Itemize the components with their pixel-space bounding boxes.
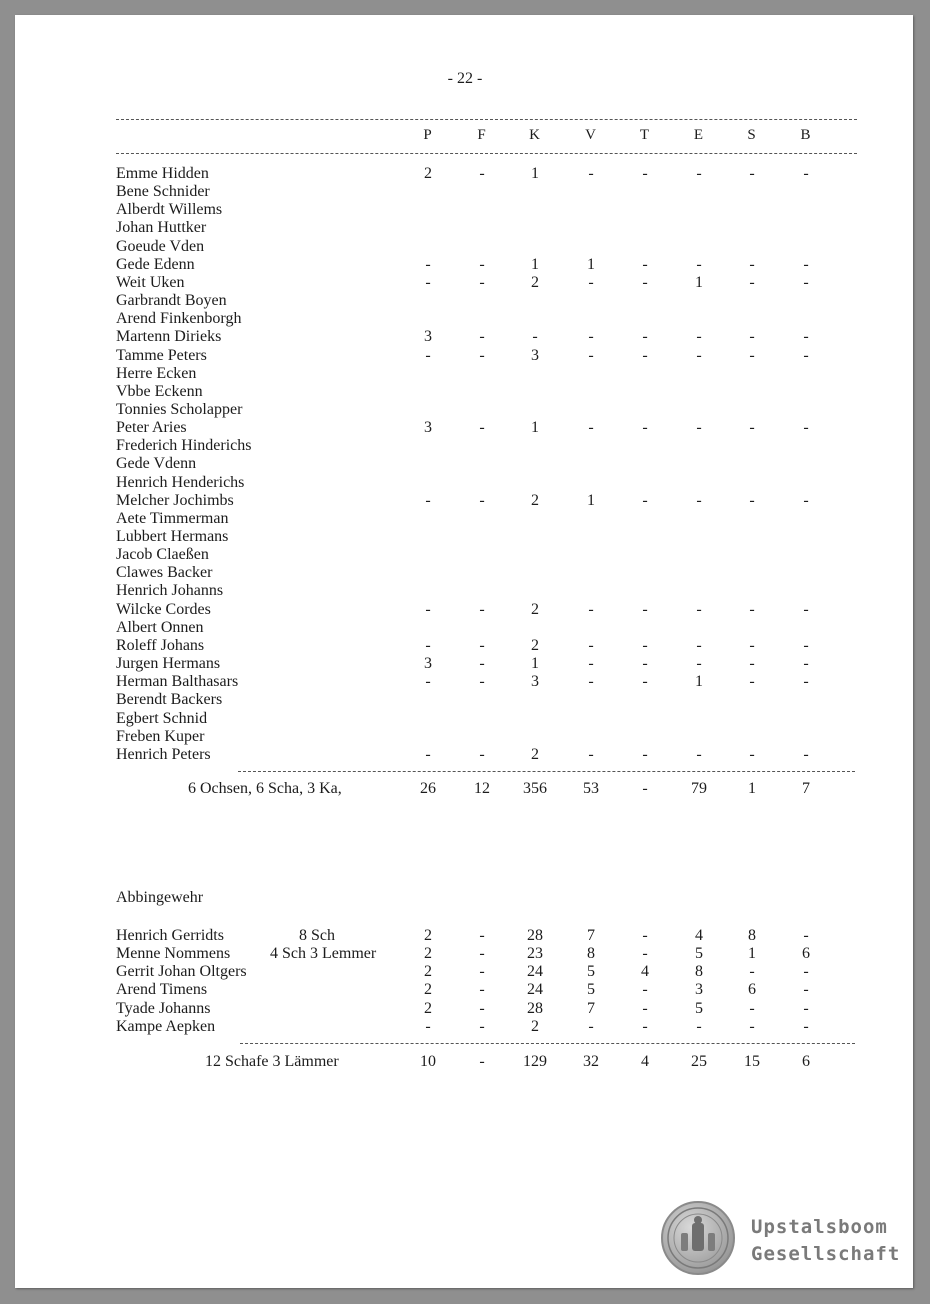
row-value-v: - [588,655,594,672]
total-value-b: 7 [802,780,810,797]
row-value-f: - [479,274,485,291]
row-value-e: - [696,655,702,672]
row-value-v: - [588,637,594,654]
header-rule-bottom [116,153,857,154]
row-value-b: - [803,1000,809,1017]
row-value-v: 5 [587,981,595,998]
row-name: Johan Huttker [116,219,207,236]
row-name: Berendt Backers [116,691,223,708]
row-value-f: - [479,1018,485,1035]
row-name: Henrich Peters [116,746,211,763]
row-value-s: - [749,673,755,690]
row-value-f: - [479,927,485,944]
row-name: Clawes Backer [116,564,213,581]
row-name: Tonnies Scholapper [116,401,243,418]
row-value-f: - [479,746,485,763]
row-value-b: 6 [802,945,810,962]
row-value-p: 2 [424,165,432,182]
row-value-e: - [696,256,702,273]
row-value-p: 3 [424,328,432,345]
row-value-p: - [425,347,431,364]
row-value-t: - [642,492,648,509]
row-value-p: 2 [424,945,432,962]
row-value-b: - [803,328,809,345]
row-name: Herman Balthasars [116,673,239,690]
row-value-k: 3 [531,347,539,364]
row-value-b: - [803,419,809,436]
row-value-e: - [696,165,702,182]
row-value-f: - [479,673,485,690]
row-value-t: 4 [641,963,649,980]
row-name: Melcher Jochimbs [116,492,234,509]
row-value-f: - [479,165,485,182]
row-value-s: - [749,419,755,436]
row-value-s: - [749,963,755,980]
row-value-p: 2 [424,963,432,980]
row-value-k: 2 [531,601,539,618]
row-value-e: - [696,746,702,763]
row-value-s: - [749,256,755,273]
row-value-b: - [803,165,809,182]
row-value-p: 2 [424,1000,432,1017]
row-value-p: 3 [424,655,432,672]
row-value-t: - [642,347,648,364]
row-value-e: 3 [695,981,703,998]
column-header-t: T [639,127,651,143]
row-value-s: - [749,655,755,672]
row-value-s: - [749,347,755,364]
section-1-total-rule [238,771,855,772]
row-value-b: - [803,673,809,690]
row-value-e: - [696,601,702,618]
row-value-k: 2 [531,1018,539,1035]
society-logo [657,1199,905,1281]
row-name: Egbert Schnid [116,710,208,727]
row-value-f: - [479,347,485,364]
row-value-s: - [749,746,755,763]
row-name: Vbbe Eckenn [116,383,203,400]
row-name: Arend Timens [116,981,208,998]
row-value-s: 1 [748,945,756,962]
row-value-f: - [479,256,485,273]
row-value-p: - [425,601,431,618]
row-value-k: 1 [531,256,539,273]
row-value-b: - [803,655,809,672]
row-value-p: 2 [424,927,432,944]
row-value-t: - [642,673,648,690]
row-value-s: 6 [748,981,756,998]
row-value-e: - [696,1018,702,1035]
row-value-p: - [425,1018,431,1035]
total-value-b: 6 [802,1053,810,1070]
section-2-title: Abbingewehr [116,889,204,906]
row-value-s: - [749,274,755,291]
row-value-k: 2 [531,492,539,509]
row-value-k: 1 [531,655,539,672]
row-name: Roleff Johans [116,637,205,654]
row-value-f: - [479,419,485,436]
row-value-t: - [642,256,648,273]
row-name: Aete Timmerman [116,510,229,527]
column-header-p: P [423,127,433,143]
row-value-p: 2 [424,981,432,998]
row-value-b: - [803,963,809,980]
row-value-t: - [642,1000,648,1017]
row-value-s: 8 [748,927,756,944]
row-value-v: - [588,673,594,690]
row-value-f: - [479,945,485,962]
row-value-v: - [588,274,594,291]
logo-text-line-2: Gesellschaft [751,1243,901,1265]
row-value-p: 3 [424,419,432,436]
row-value-s: - [749,1000,755,1017]
row-value-v: 1 [587,492,595,509]
total-value-s: 1 [748,780,756,797]
row-value-t: - [642,945,648,962]
row-name: Gerrit Johan Oltgers [116,963,247,980]
row-value-t: - [642,927,648,944]
total-value-e: 79 [691,780,707,797]
row-value-t: - [642,637,648,654]
row-value-v: 8 [587,945,595,962]
row-name: Bene Schnider [116,183,210,200]
row-value-e: 5 [695,945,703,962]
row-value-b: - [803,981,809,998]
row-value-k: 28 [527,927,543,944]
row-name: Lubbert Hermans [116,528,229,545]
row-name: Martenn Dirieks [116,328,222,345]
row-value-v: 7 [587,1000,595,1017]
column-header-s: S [747,127,757,143]
row-value-s: - [749,165,755,182]
row-value-e: 8 [695,963,703,980]
row-value-e: - [696,637,702,654]
row-value-e: - [696,328,702,345]
row-value-b: - [803,274,809,291]
row-value-e: - [696,347,702,364]
row-value-f: - [479,328,485,345]
row-value-b: - [803,927,809,944]
column-header-b: B [800,127,812,143]
section-2-total-rule [240,1043,855,1044]
row-value-f: - [479,492,485,509]
section-2-total-label: 12 Schafe 3 Lämmer [205,1053,339,1070]
row-value-p: - [425,492,431,509]
row-name: Goeude Vden [116,238,205,255]
row-value-s: - [749,1018,755,1035]
total-value-p: 10 [420,1053,436,1070]
row-value-v: - [588,347,594,364]
row-value-f: - [479,981,485,998]
row-name: Kampe Aepken [116,1018,216,1035]
row-value-t: - [642,328,648,345]
row-value-f: - [479,637,485,654]
row-value-p: - [425,256,431,273]
row-value-s: - [749,328,755,345]
row-name: Jurgen Hermans [116,655,221,672]
row-value-e: 5 [695,1000,703,1017]
row-value-e: - [696,419,702,436]
row-name: Henrich Gerridts [116,927,224,944]
row-value-e: 1 [695,274,703,291]
row-value-k: 3 [531,673,539,690]
row-name: Alberdt Willems [116,201,223,218]
row-value-p: - [425,637,431,654]
row-value-v: - [588,601,594,618]
total-value-t: 4 [641,1053,649,1070]
row-value-f: - [479,963,485,980]
total-value-k: 129 [523,1053,547,1070]
row-value-b: - [803,347,809,364]
header-rule-top [116,119,857,120]
row-name: Tyade Johanns [116,1000,211,1017]
row-value-b: - [803,492,809,509]
row-value-t: - [642,274,648,291]
row-value-b: - [803,637,809,654]
row-name: Jacob Claeßen [116,546,209,563]
page-number: - 22 - [447,70,483,87]
total-value-e: 25 [691,1053,707,1070]
row-value-v: - [588,419,594,436]
row-value-k: 1 [531,419,539,436]
total-value-f: - [479,1053,485,1070]
row-name: Arend Finkenborgh [116,310,242,327]
row-name: Peter Aries [116,419,187,436]
row-name: Henrich Johanns [116,582,224,599]
row-value-v: - [588,746,594,763]
row-value-b: - [803,256,809,273]
row-value-s: - [749,601,755,618]
row-value-f: - [479,601,485,618]
row-value-k: 2 [531,746,539,763]
row-note: 8 Sch [299,927,335,944]
row-value-b: - [803,601,809,618]
column-header-f: F [477,127,487,143]
row-value-b: - [803,746,809,763]
column-header-e: E [693,127,705,143]
row-name: Gede Edenn [116,256,195,273]
row-value-k: 24 [527,981,543,998]
column-header-v: V [585,127,597,143]
section-1-total-label: 6 Ochsen, 6 Scha, 3 Ka, [188,780,342,797]
row-value-e: - [696,492,702,509]
total-value-v: 53 [583,780,599,797]
total-value-s: 15 [744,1053,760,1070]
row-value-k: 23 [527,945,543,962]
row-value-v: 7 [587,927,595,944]
total-value-f: 12 [474,780,490,797]
row-value-t: - [642,655,648,672]
row-name: Wilcke Cordes [116,601,211,618]
row-value-p: - [425,673,431,690]
row-value-b: - [803,1018,809,1035]
row-name: Garbrandt Boyen [116,292,227,309]
row-name: Tamme Peters [116,347,207,364]
row-name: Weit Uken [116,274,185,291]
row-value-t: - [642,981,648,998]
row-value-f: - [479,655,485,672]
row-value-p: - [425,274,431,291]
row-value-e: 1 [695,673,703,690]
row-value-v: 5 [587,963,595,980]
row-value-f: - [479,1000,485,1017]
row-name: Frederich Hinderichs [116,437,252,454]
row-note: 4 Sch 3 Lemmer [270,945,377,962]
logo-text-line-1: Upstalsboom [751,1216,888,1238]
row-value-t: - [642,165,648,182]
column-header-k: K [529,127,541,143]
row-name: Albert Onnen [116,619,204,636]
row-value-t: - [642,419,648,436]
row-value-k: 28 [527,1000,543,1017]
row-name: Gede Vdenn [116,455,197,472]
row-name: Menne Nommens [116,945,231,962]
row-value-s: - [749,492,755,509]
row-value-t: - [642,601,648,618]
total-value-v: 32 [583,1053,599,1070]
row-name: Henrich Henderichs [116,474,245,491]
row-value-t: - [642,1018,648,1035]
total-value-t: - [642,780,648,797]
row-value-v: 1 [587,256,595,273]
row-value-k: - [532,328,538,345]
row-value-k: 2 [531,274,539,291]
seal-emblem-icon [661,1201,735,1275]
row-value-v: - [588,328,594,345]
total-value-k: 356 [523,780,547,797]
row-value-k: 1 [531,165,539,182]
row-value-v: - [588,1018,594,1035]
total-value-p: 26 [420,780,436,797]
row-value-p: - [425,746,431,763]
row-value-t: - [642,746,648,763]
row-value-k: 2 [531,637,539,654]
row-value-v: - [588,165,594,182]
row-value-k: 24 [527,963,543,980]
row-name: Emme Hidden [116,165,209,182]
row-value-s: - [749,637,755,654]
row-value-e: 4 [695,927,703,944]
row-name: Herre Ecken [116,365,197,382]
row-name: Freben Kuper [116,728,205,745]
